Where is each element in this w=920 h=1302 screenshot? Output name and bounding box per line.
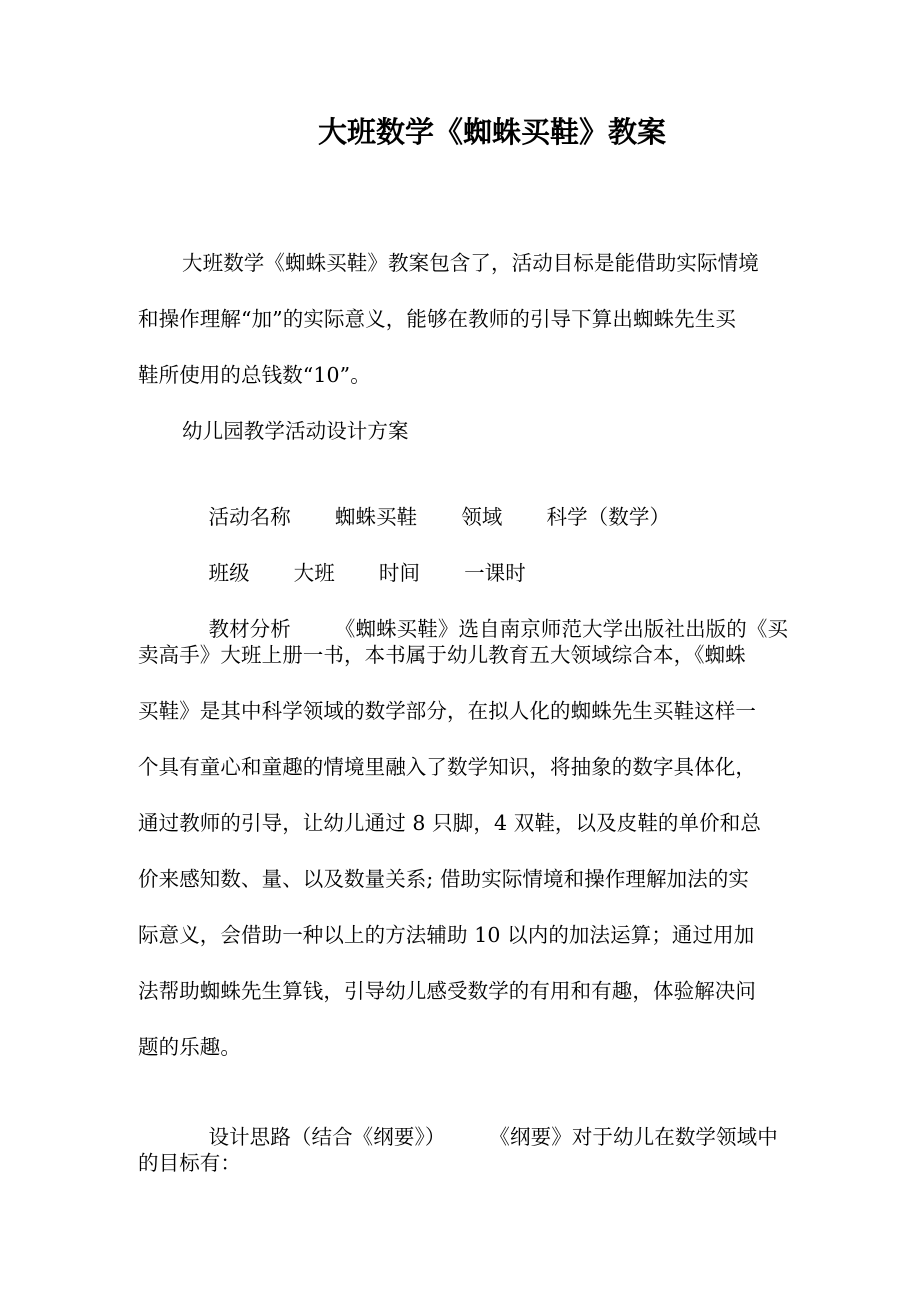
material-analysis-line-5: 通过教师的引导，让幼儿通过 8 只脚，4 双鞋，以及皮鞋的单价和总 <box>138 811 761 835</box>
material-analysis-line-7: 际意义，会借助一种以上的方法辅助 10 以内的加法运算；通过用加 <box>138 923 755 947</box>
material-analysis-line-4: 个具有童心和童趣的情境里融入了数学知识，将抽象的数字具体化， <box>138 755 756 779</box>
time-value: 一课时 <box>464 561 526 585</box>
activity-name-value: 蜘蛛买鞋 <box>334 505 418 529</box>
material-analysis-text: 《蜘蛛买鞋》选自南京师范大学出版社出版的《买 <box>334 617 789 641</box>
intro-line-1: 大班数学《蜘蛛买鞋》教案包含了，活动目标是能借助实际情境 <box>182 251 759 275</box>
class-label: 班级 <box>208 561 250 585</box>
activity-name-label: 活动名称 <box>208 505 291 529</box>
domain-label: 领域 <box>461 505 503 529</box>
design-idea-label: 设计思路（结合《纲要》） <box>208 1125 446 1149</box>
intro-line-3: 鞋所使用的总钱数“10”。 <box>138 363 371 387</box>
material-analysis-line-6: 价来感知数、量、以及数量关系; 借助实际情境和操作理解加法的实 <box>138 867 750 891</box>
material-analysis-label: 教材分析 <box>208 617 291 641</box>
material-analysis-line-3: 买鞋》是其中科学领域的数学部分，在拟人化的蜘蛛先生买鞋这样一 <box>138 699 756 723</box>
design-idea-text: 《纲要》对于幼儿在数学领域中 <box>489 1125 778 1149</box>
material-analysis-line-9: 题的乐趣。 <box>138 1035 241 1059</box>
intro-line-2: 和操作理解“加”的实际意义，能够在教师的引导下算出蜘蛛先生买 <box>138 307 736 331</box>
domain-value: 科学（数学） <box>546 505 671 529</box>
document-title: 大班数学《蜘蛛买鞋》教案 <box>317 115 666 149</box>
plan-heading: 幼儿园教学活动设计方案 <box>182 419 409 443</box>
time-label: 时间 <box>378 561 421 585</box>
material-analysis-line-8: 法帮助蜘蛛先生算钱，引导幼儿感受数学的有用和有趣，体验解决问 <box>138 979 756 1003</box>
design-idea-line-2: 的目标有： <box>138 1151 241 1175</box>
material-analysis-line-2: 卖高手》大班上册一书，本书属于幼儿教育五大领域综合本，《蜘蛛 <box>138 643 746 667</box>
class-value: 大班 <box>293 561 335 585</box>
design-idea-line-1 <box>182 1092 778 1182</box>
